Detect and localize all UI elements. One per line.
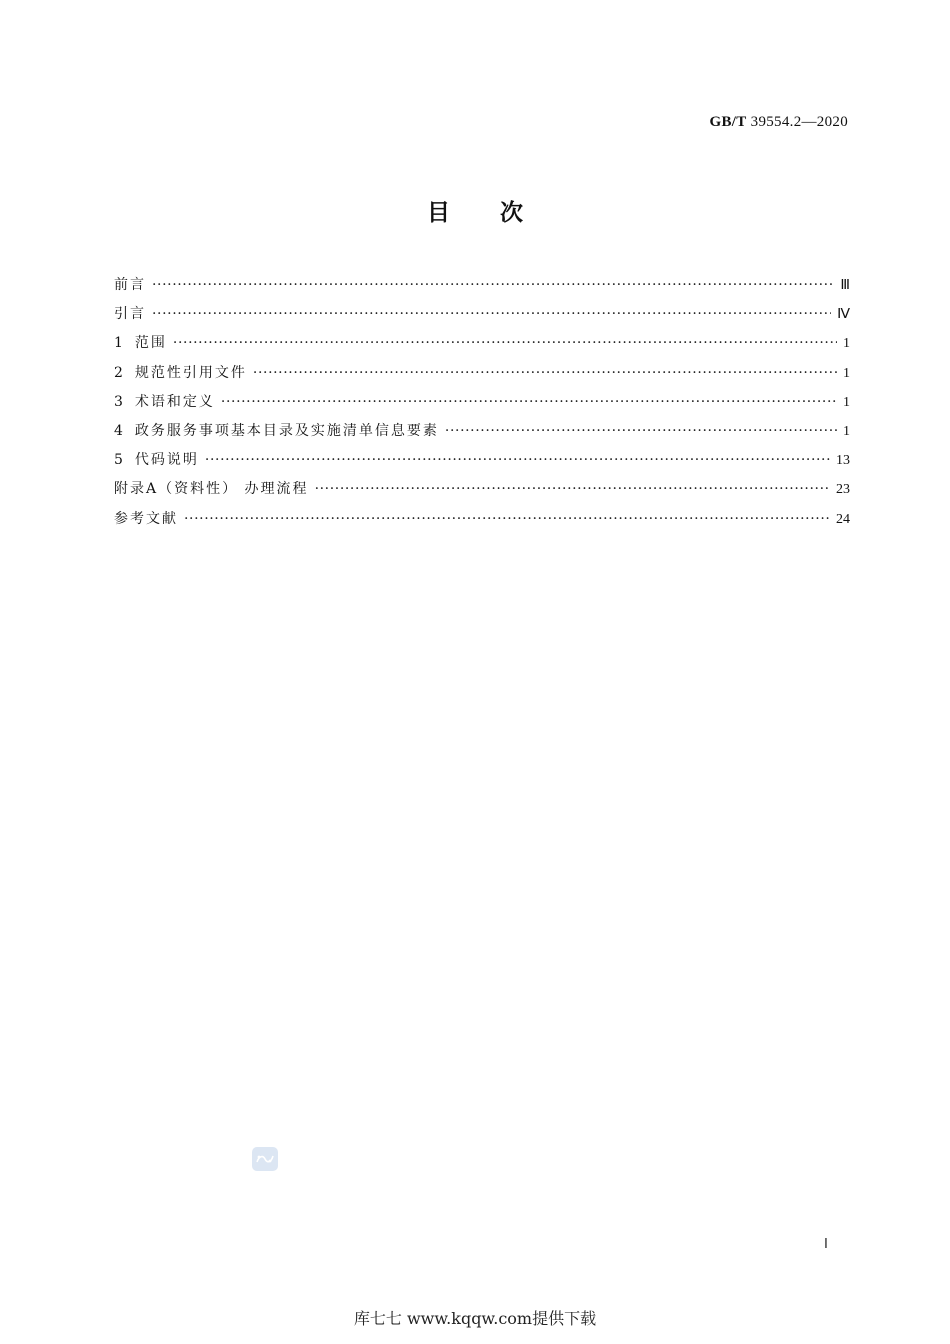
table-of-contents — [114, 274, 850, 537]
toc-leader-dots — [221, 394, 837, 410]
toc-number: 2 — [114, 364, 123, 381]
toc-label: 引言 — [114, 306, 146, 323]
toc-page: 1 — [843, 365, 850, 381]
download-footer: 库七七 www.kqqw.com提供下载 — [353, 1309, 597, 1328]
title-char-2: 次 — [500, 200, 523, 226]
toc-page: 24 — [836, 511, 850, 527]
toc-page: 1 — [843, 423, 850, 439]
standard-prefix: GB/T — [709, 114, 747, 130]
toc-page: Ⅳ — [837, 307, 850, 323]
toc-page: Ⅲ — [840, 278, 850, 293]
standard-code: 39554.2—2020 — [750, 114, 848, 130]
toc-leader-dots — [184, 511, 830, 527]
toc-leader-dots — [152, 277, 834, 293]
toc-entry-bibliography[interactable] — [114, 508, 850, 537]
standard-number — [710, 114, 848, 131]
toc-label: 前言 — [114, 277, 146, 293]
toc-leader-dots — [253, 365, 837, 381]
toc-entry-catalog-elements[interactable] — [114, 420, 850, 449]
sac-logo-icon — [252, 1147, 278, 1171]
toc-leader-dots — [152, 306, 831, 322]
toc-number: 3 — [114, 393, 123, 410]
toc-entry-foreword[interactable] — [114, 274, 850, 303]
toc-leader-dots — [205, 452, 830, 468]
toc-entry-normative-references[interactable] — [114, 362, 850, 391]
toc-page: 1 — [843, 394, 850, 410]
toc-label: 参考文献 — [114, 510, 178, 527]
toc-entry-terms-definitions[interactable] — [114, 391, 850, 420]
page-title — [0, 194, 950, 227]
toc-leader-dots — [315, 481, 830, 497]
toc-page: 23 — [836, 482, 850, 498]
toc-number: 1 — [114, 335, 123, 352]
toc-entry-annex-a[interactable] — [114, 478, 850, 507]
toc-label: 术语和定义 — [134, 393, 215, 410]
toc-label: 代码说明 — [134, 452, 199, 469]
toc-leader-dots — [445, 423, 837, 439]
title-char-1: 目 — [427, 200, 450, 226]
toc-label: 附录A（资料性） 办理流程 — [114, 481, 309, 498]
toc-number: 4 — [114, 422, 123, 439]
toc-entry-scope[interactable] — [114, 332, 850, 361]
toc-number: 5 — [114, 452, 123, 469]
toc-leader-dots — [173, 335, 837, 351]
toc-label: 规范性引用文件 — [134, 364, 247, 381]
toc-label: 政务服务事项基本目录及实施清单信息要素 — [134, 422, 439, 439]
toc-page: 1 — [843, 336, 850, 352]
toc-page: 13 — [836, 453, 850, 469]
sac-logo-glyph-icon — [255, 1153, 275, 1165]
toc-label: 范围 — [134, 335, 167, 352]
toc-entry-code-description[interactable] — [114, 449, 850, 478]
page-numeral: Ⅰ — [823, 1237, 828, 1252]
toc-entry-introduction[interactable] — [114, 303, 850, 332]
